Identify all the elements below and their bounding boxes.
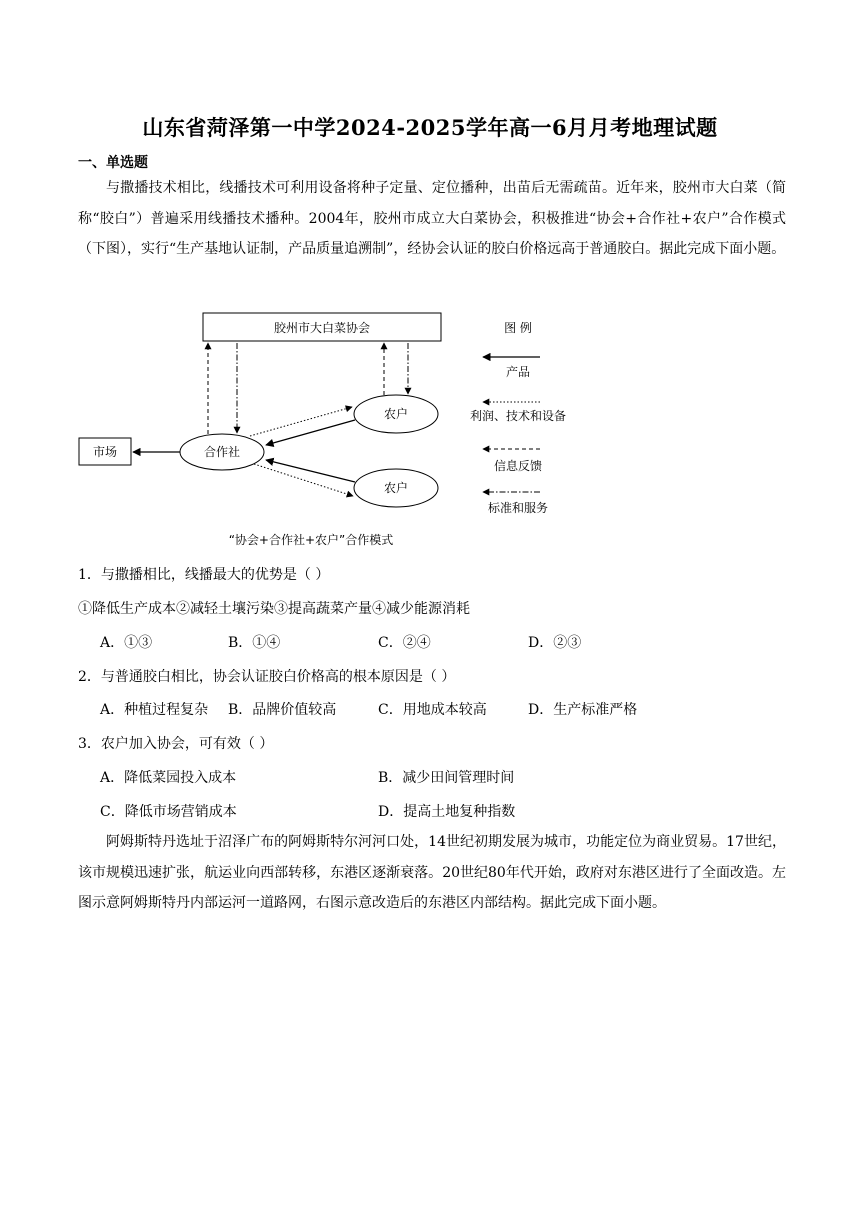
- question-2-option-a: A．种植过程复杂: [100, 702, 209, 718]
- legend-profit-label: 利润、技术和设备: [469, 409, 567, 423]
- cooperative-label: 合作社: [203, 445, 241, 459]
- farmer-label-1: 农户: [383, 407, 409, 421]
- question-2-option-b: B．品牌价值较高: [228, 702, 337, 718]
- diagram-caption: “协会+合作社+农户”合作模式: [228, 533, 394, 547]
- passage-2: 阿姆斯特丹选址于沼泽广布的阿姆斯特尔河河口处，14世纪初期发展为城市，功能定位为商业贸易。17世纪，该市规模迅速扩张，航运业向西部转移，东港区逐渐衰落。20世纪80年代开始，政府对东港区进行了全面改造。左图示意阿姆斯特丹内部运河一道路网，右图示意改造后的东港区内部结构。据此完成下面小题。: [78, 834, 786, 911]
- question-1-stem: 1．与撒播相比，线播最大的优势是（ ）: [78, 567, 330, 583]
- question-2-option-c: C．用地成本较高: [378, 702, 487, 718]
- association-label: 胶州市大白菜协会: [273, 321, 371, 335]
- arrow-profit-farmer1: [250, 407, 352, 436]
- cooperation-model-diagram: [78, 308, 578, 553]
- question-3-option-d: D．提高土地复种指数: [378, 804, 516, 820]
- question-3-stem: 3．农户加入协会，可有效（ ）: [78, 736, 274, 752]
- legend-standard-label: 标准和服务: [487, 501, 549, 515]
- question-1-option-b: B．①④: [228, 635, 281, 651]
- arrow-product-farmer1: [266, 420, 355, 445]
- question-1-option-c: C．②④: [378, 635, 431, 651]
- legend: [470, 320, 566, 515]
- market-label: 市场: [92, 445, 118, 459]
- arrow-product-farmer2: [266, 460, 355, 482]
- legend-title: 图 例: [504, 321, 532, 335]
- question-2-option-d: D．生产标准严格: [528, 702, 638, 718]
- section-heading: 一、单选题: [78, 155, 148, 171]
- page-title: 山东省菏泽第一中学2024-2025学年高一6月月考地理试题: [142, 115, 718, 140]
- question-3-option-c: C．降低市场营销成本: [100, 804, 237, 820]
- farmer-label-2: 农户: [383, 481, 409, 495]
- question-1-option-d: D．②③: [528, 635, 582, 651]
- passage-1: 与撒播技术相比，线播技术可利用设备将种子定量、定位播种，出苗后无需疏苗。近年来，胶州市大白菜（简称“胶白”）普遍采用线播技术播种。2004年，胶州市成立大白菜协会，积极推进“协会+合作社+农户”合作模式（下图），实行“生产基地认证制，产品质量追溯制”，经协会认证的胶白价格远高于普通胶白。据此完成下面小题。: [78, 180, 786, 257]
- legend-product-label: 产品: [505, 365, 531, 379]
- question-3-option-b: B．减少田间管理时间: [378, 770, 515, 786]
- legend-feedback-label: 信息反馈: [493, 459, 543, 473]
- question-2-stem: 2．与普通胶白相比，协会认证胶白价格高的根本原因是（ ）: [78, 669, 456, 685]
- question-1-items: ①降低生产成本②减轻土壤污染③提高蔬菜产量④减少能源消耗: [78, 601, 470, 617]
- question-1-option-a: A．①③: [100, 635, 153, 651]
- question-3-option-a: A．降低菜园投入成本: [100, 770, 237, 786]
